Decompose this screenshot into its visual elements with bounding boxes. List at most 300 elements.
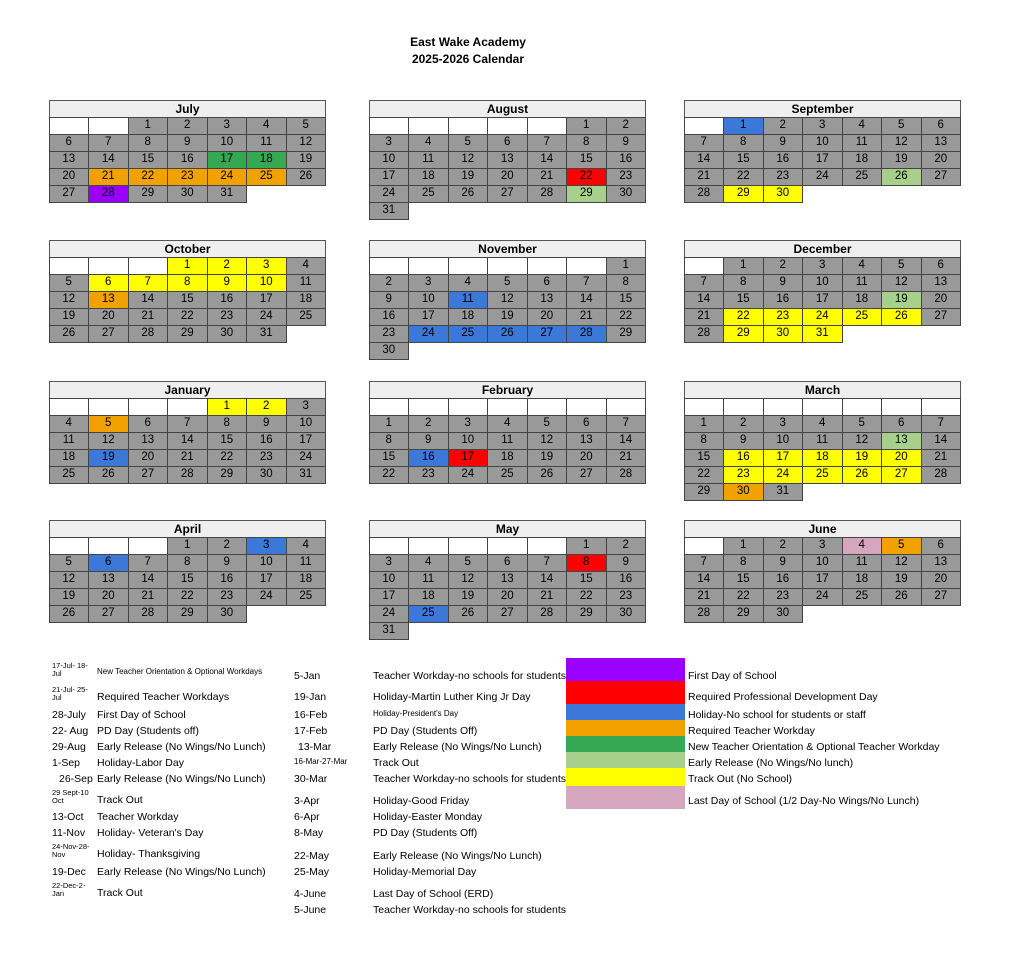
day-cell[interactable]: 14	[128, 571, 169, 589]
day-cell[interactable]: 9	[207, 274, 248, 292]
day-cell[interactable]: 14	[921, 432, 962, 450]
day-cell[interactable]: 2	[763, 257, 804, 275]
day-cell[interactable]: 16	[723, 449, 764, 467]
day-cell[interactable]: 17	[369, 168, 410, 186]
day-cell[interactable]: 7	[88, 134, 129, 152]
day-cell[interactable]: 15	[566, 571, 607, 589]
day-cell[interactable]: 15	[566, 151, 607, 169]
day-cell[interactable]: 10	[802, 134, 843, 152]
day-cell[interactable]: 27	[921, 588, 962, 606]
day-cell[interactable]: 15	[167, 571, 208, 589]
day-cell[interactable]: 13	[881, 432, 922, 450]
day-cell[interactable]: 17	[286, 432, 327, 450]
day-cell[interactable]: 23	[207, 308, 248, 326]
day-cell[interactable]: 5	[487, 274, 528, 292]
day-cell[interactable]: 19	[881, 571, 922, 589]
day-cell[interactable]: 3	[207, 117, 248, 135]
day-cell[interactable]: 24	[408, 325, 449, 343]
day-cell[interactable]: 26	[49, 325, 90, 343]
day-cell[interactable]: 20	[49, 168, 90, 186]
day-cell[interactable]: 11	[802, 432, 843, 450]
day-cell[interactable]: 17	[802, 571, 843, 589]
day-cell[interactable]: 20	[487, 588, 528, 606]
day-cell[interactable]: 29	[207, 466, 248, 484]
day-cell[interactable]: 28	[606, 466, 647, 484]
day-cell[interactable]: 23	[763, 168, 804, 186]
day-cell[interactable]: 8	[684, 432, 725, 450]
day-cell[interactable]: 29	[606, 325, 647, 343]
day-cell[interactable]: 9	[408, 432, 449, 450]
day-cell[interactable]: 21	[684, 168, 725, 186]
day-cell[interactable]: 11	[842, 134, 883, 152]
day-cell[interactable]: 22	[723, 308, 764, 326]
day-cell[interactable]: 30	[207, 605, 248, 623]
day-cell[interactable]: 17	[763, 449, 804, 467]
day-cell[interactable]: 26	[448, 185, 489, 203]
day-cell[interactable]: 28	[684, 185, 725, 203]
day-cell[interactable]: 11	[286, 554, 327, 572]
day-cell[interactable]: 6	[487, 134, 528, 152]
day-cell[interactable]: 14	[88, 151, 129, 169]
day-cell[interactable]: 11	[487, 432, 528, 450]
day-cell[interactable]: 24	[802, 588, 843, 606]
day-cell[interactable]: 14	[527, 571, 568, 589]
day-cell[interactable]: 13	[49, 151, 90, 169]
day-cell[interactable]: 13	[921, 274, 962, 292]
day-cell[interactable]: 20	[921, 571, 962, 589]
day-cell[interactable]: 26	[842, 466, 883, 484]
day-cell[interactable]: 4	[842, 117, 883, 135]
day-cell[interactable]: 21	[167, 449, 208, 467]
day-cell[interactable]: 20	[921, 291, 962, 309]
day-cell[interactable]: 5	[448, 134, 489, 152]
day-cell[interactable]: 16	[606, 151, 647, 169]
day-cell[interactable]: 25	[286, 308, 327, 326]
day-cell[interactable]: 16	[246, 432, 287, 450]
day-cell[interactable]: 8	[167, 274, 208, 292]
day-cell[interactable]: 8	[207, 415, 248, 433]
day-cell[interactable]: 31	[802, 325, 843, 343]
day-cell[interactable]: 31	[246, 325, 287, 343]
day-cell[interactable]: 25	[49, 466, 90, 484]
day-cell[interactable]: 23	[606, 168, 647, 186]
day-cell[interactable]: 21	[684, 308, 725, 326]
day-cell[interactable]: 4	[448, 274, 489, 292]
day-cell[interactable]: 8	[167, 554, 208, 572]
day-cell[interactable]: 17	[246, 291, 287, 309]
day-cell[interactable]: 18	[487, 449, 528, 467]
day-cell[interactable]: 3	[408, 274, 449, 292]
day-cell[interactable]: 5	[49, 274, 90, 292]
day-cell[interactable]: 2	[723, 415, 764, 433]
day-cell[interactable]: 28	[527, 185, 568, 203]
day-cell[interactable]: 3	[246, 257, 287, 275]
day-cell[interactable]: 7	[684, 554, 725, 572]
day-cell[interactable]: 1	[369, 415, 410, 433]
day-cell[interactable]: 5	[881, 257, 922, 275]
day-cell[interactable]: 2	[207, 257, 248, 275]
day-cell[interactable]: 20	[527, 308, 568, 326]
day-cell[interactable]: 14	[566, 291, 607, 309]
day-cell[interactable]: 20	[487, 168, 528, 186]
day-cell[interactable]: 21	[527, 168, 568, 186]
day-cell[interactable]: 18	[842, 571, 883, 589]
day-cell[interactable]: 24	[207, 168, 248, 186]
day-cell[interactable]: 19	[49, 308, 90, 326]
day-cell[interactable]: 8	[566, 554, 607, 572]
day-cell[interactable]: 17	[802, 291, 843, 309]
day-cell[interactable]: 7	[684, 134, 725, 152]
day-cell[interactable]: 26	[448, 605, 489, 623]
day-cell[interactable]: 24	[286, 449, 327, 467]
day-cell[interactable]: 28	[527, 605, 568, 623]
day-cell[interactable]: 25	[842, 168, 883, 186]
day-cell[interactable]: 22	[606, 308, 647, 326]
day-cell[interactable]: 16	[167, 151, 208, 169]
day-cell[interactable]: 12	[448, 151, 489, 169]
day-cell[interactable]: 6	[921, 257, 962, 275]
day-cell[interactable]: 14	[167, 432, 208, 450]
day-cell[interactable]: 27	[487, 185, 528, 203]
day-cell[interactable]: 8	[606, 274, 647, 292]
day-cell[interactable]: 27	[881, 466, 922, 484]
day-cell[interactable]: 8	[723, 554, 764, 572]
day-cell[interactable]: 2	[207, 537, 248, 555]
day-cell[interactable]: 13	[527, 291, 568, 309]
day-cell[interactable]: 19	[448, 588, 489, 606]
day-cell[interactable]: 18	[49, 449, 90, 467]
day-cell[interactable]: 7	[606, 415, 647, 433]
day-cell[interactable]: 27	[921, 308, 962, 326]
day-cell[interactable]: 22	[207, 449, 248, 467]
day-cell[interactable]: 30	[167, 185, 208, 203]
day-cell[interactable]: 30	[207, 325, 248, 343]
day-cell[interactable]: 5	[842, 415, 883, 433]
day-cell[interactable]: 6	[49, 134, 90, 152]
day-cell[interactable]: 7	[128, 274, 169, 292]
day-cell[interactable]: 25	[246, 168, 287, 186]
day-cell[interactable]: 8	[723, 134, 764, 152]
day-cell[interactable]: 25	[842, 588, 883, 606]
day-cell[interactable]: 15	[684, 449, 725, 467]
day-cell[interactable]: 2	[408, 415, 449, 433]
day-cell[interactable]: 10	[246, 554, 287, 572]
day-cell[interactable]: 5	[88, 415, 129, 433]
day-cell[interactable]: 7	[527, 134, 568, 152]
day-cell[interactable]: 13	[88, 291, 129, 309]
day-cell[interactable]: 24	[802, 308, 843, 326]
day-cell[interactable]: 7	[921, 415, 962, 433]
day-cell[interactable]: 18	[246, 151, 287, 169]
day-cell[interactable]: 9	[606, 554, 647, 572]
day-cell[interactable]: 29	[723, 185, 764, 203]
day-cell[interactable]: 11	[842, 554, 883, 572]
day-cell[interactable]: 21	[921, 449, 962, 467]
day-cell[interactable]: 30	[606, 185, 647, 203]
day-cell[interactable]: 28	[128, 605, 169, 623]
day-cell[interactable]: 1	[684, 415, 725, 433]
day-cell[interactable]: 21	[88, 168, 129, 186]
day-cell[interactable]: 29	[566, 605, 607, 623]
day-cell[interactable]: 12	[286, 134, 327, 152]
day-cell[interactable]: 12	[49, 571, 90, 589]
day-cell[interactable]: 29	[566, 185, 607, 203]
day-cell[interactable]: 10	[207, 134, 248, 152]
day-cell[interactable]: 21	[128, 588, 169, 606]
day-cell[interactable]: 1	[566, 537, 607, 555]
day-cell[interactable]: 23	[246, 449, 287, 467]
day-cell[interactable]: 1	[723, 257, 764, 275]
day-cell[interactable]: 21	[566, 308, 607, 326]
day-cell[interactable]: 26	[487, 325, 528, 343]
day-cell[interactable]: 7	[527, 554, 568, 572]
day-cell[interactable]: 4	[246, 117, 287, 135]
day-cell[interactable]: 27	[921, 168, 962, 186]
day-cell[interactable]: 26	[881, 168, 922, 186]
day-cell[interactable]: 14	[684, 151, 725, 169]
day-cell[interactable]: 10	[448, 432, 489, 450]
day-cell[interactable]: 22	[566, 588, 607, 606]
day-cell[interactable]: 20	[881, 449, 922, 467]
day-cell[interactable]: 10	[286, 415, 327, 433]
day-cell[interactable]: 25	[487, 466, 528, 484]
day-cell[interactable]: 6	[566, 415, 607, 433]
day-cell[interactable]: 9	[167, 134, 208, 152]
day-cell[interactable]: 2	[763, 537, 804, 555]
day-cell[interactable]: 23	[207, 588, 248, 606]
day-cell[interactable]: 31	[369, 202, 410, 220]
day-cell[interactable]: 12	[881, 274, 922, 292]
day-cell[interactable]: 1	[128, 117, 169, 135]
day-cell[interactable]: 15	[723, 291, 764, 309]
day-cell[interactable]: 19	[881, 291, 922, 309]
day-cell[interactable]: 16	[408, 449, 449, 467]
day-cell[interactable]: 4	[408, 134, 449, 152]
day-cell[interactable]: 13	[921, 554, 962, 572]
day-cell[interactable]: 30	[246, 466, 287, 484]
day-cell[interactable]: 27	[566, 466, 607, 484]
day-cell[interactable]: 18	[408, 588, 449, 606]
day-cell[interactable]: 25	[802, 466, 843, 484]
day-cell[interactable]: 15	[723, 151, 764, 169]
day-cell[interactable]: 21	[527, 588, 568, 606]
day-cell[interactable]: 24	[802, 168, 843, 186]
day-cell[interactable]: 1	[606, 257, 647, 275]
day-cell[interactable]: 30	[606, 605, 647, 623]
day-cell[interactable]: 16	[207, 571, 248, 589]
day-cell[interactable]: 5	[49, 554, 90, 572]
day-cell[interactable]: 1	[207, 398, 248, 416]
day-cell[interactable]: 22	[723, 588, 764, 606]
day-cell[interactable]: 26	[527, 466, 568, 484]
day-cell[interactable]: 2	[606, 117, 647, 135]
day-cell[interactable]: 5	[527, 415, 568, 433]
day-cell[interactable]: 14	[684, 571, 725, 589]
day-cell[interactable]: 15	[207, 432, 248, 450]
day-cell[interactable]: 12	[448, 571, 489, 589]
day-cell[interactable]: 9	[763, 134, 804, 152]
day-cell[interactable]: 29	[723, 605, 764, 623]
day-cell[interactable]: 2	[246, 398, 287, 416]
day-cell[interactable]: 22	[167, 308, 208, 326]
day-cell[interactable]: 6	[921, 537, 962, 555]
day-cell[interactable]: 3	[369, 134, 410, 152]
day-cell[interactable]: 25	[408, 605, 449, 623]
day-cell[interactable]: 8	[566, 134, 607, 152]
day-cell[interactable]: 20	[88, 308, 129, 326]
day-cell[interactable]: 4	[408, 554, 449, 572]
day-cell[interactable]: 23	[369, 325, 410, 343]
day-cell[interactable]: 29	[723, 325, 764, 343]
day-cell[interactable]: 13	[487, 151, 528, 169]
day-cell[interactable]: 1	[167, 537, 208, 555]
day-cell[interactable]: 18	[842, 151, 883, 169]
day-cell[interactable]: 2	[606, 537, 647, 555]
day-cell[interactable]: 22	[723, 168, 764, 186]
day-cell[interactable]: 28	[128, 325, 169, 343]
day-cell[interactable]: 31	[286, 466, 327, 484]
day-cell[interactable]: 7	[128, 554, 169, 572]
day-cell[interactable]: 22	[128, 168, 169, 186]
day-cell[interactable]: 10	[369, 151, 410, 169]
day-cell[interactable]: 22	[684, 466, 725, 484]
day-cell[interactable]: 6	[487, 554, 528, 572]
day-cell[interactable]: 19	[286, 151, 327, 169]
day-cell[interactable]: 21	[606, 449, 647, 467]
day-cell[interactable]: 11	[246, 134, 287, 152]
day-cell[interactable]: 12	[842, 432, 883, 450]
day-cell[interactable]: 15	[128, 151, 169, 169]
day-cell[interactable]: 10	[408, 291, 449, 309]
day-cell[interactable]: 19	[448, 168, 489, 186]
day-cell[interactable]: 3	[802, 117, 843, 135]
day-cell[interactable]: 4	[487, 415, 528, 433]
day-cell[interactable]: 23	[408, 466, 449, 484]
day-cell[interactable]: 8	[369, 432, 410, 450]
day-cell[interactable]: 5	[448, 554, 489, 572]
day-cell[interactable]: 11	[842, 274, 883, 292]
day-cell[interactable]: 18	[286, 571, 327, 589]
day-cell[interactable]: 2	[763, 117, 804, 135]
day-cell[interactable]: 31	[369, 622, 410, 640]
day-cell[interactable]: 31	[763, 483, 804, 501]
day-cell[interactable]: 3	[246, 537, 287, 555]
day-cell[interactable]: 14	[128, 291, 169, 309]
day-cell[interactable]: 30	[763, 605, 804, 623]
day-cell[interactable]: 27	[88, 325, 129, 343]
day-cell[interactable]: 13	[128, 432, 169, 450]
day-cell[interactable]: 26	[881, 308, 922, 326]
day-cell[interactable]: 4	[286, 537, 327, 555]
day-cell[interactable]: 23	[606, 588, 647, 606]
day-cell[interactable]: 6	[881, 415, 922, 433]
day-cell[interactable]: 24	[763, 466, 804, 484]
day-cell[interactable]: 3	[802, 257, 843, 275]
day-cell[interactable]: 30	[763, 185, 804, 203]
day-cell[interactable]: 24	[246, 308, 287, 326]
day-cell[interactable]: 7	[167, 415, 208, 433]
day-cell[interactable]: 21	[684, 588, 725, 606]
day-cell[interactable]: 17	[246, 571, 287, 589]
day-cell[interactable]: 9	[723, 432, 764, 450]
day-cell[interactable]: 2	[167, 117, 208, 135]
day-cell[interactable]: 1	[566, 117, 607, 135]
day-cell[interactable]: 9	[763, 554, 804, 572]
day-cell[interactable]: 16	[207, 291, 248, 309]
day-cell[interactable]: 24	[448, 466, 489, 484]
day-cell[interactable]: 13	[88, 571, 129, 589]
day-cell[interactable]: 12	[527, 432, 568, 450]
day-cell[interactable]: 9	[246, 415, 287, 433]
day-cell[interactable]: 26	[88, 466, 129, 484]
day-cell[interactable]: 17	[207, 151, 248, 169]
day-cell[interactable]: 24	[369, 605, 410, 623]
day-cell[interactable]: 19	[842, 449, 883, 467]
day-cell[interactable]: 10	[246, 274, 287, 292]
day-cell[interactable]: 29	[128, 185, 169, 203]
day-cell[interactable]: 8	[723, 274, 764, 292]
day-cell[interactable]: 15	[723, 571, 764, 589]
day-cell[interactable]: 1	[167, 257, 208, 275]
day-cell[interactable]: 9	[207, 554, 248, 572]
day-cell[interactable]: 2	[369, 274, 410, 292]
day-cell[interactable]: 4	[802, 415, 843, 433]
day-cell[interactable]: 18	[842, 291, 883, 309]
day-cell[interactable]: 16	[763, 291, 804, 309]
day-cell[interactable]: 29	[167, 605, 208, 623]
day-cell[interactable]: 30	[723, 483, 764, 501]
day-cell[interactable]: 6	[88, 274, 129, 292]
day-cell[interactable]: 7	[566, 274, 607, 292]
day-cell[interactable]: 11	[286, 274, 327, 292]
day-cell[interactable]: 20	[88, 588, 129, 606]
day-cell[interactable]: 19	[88, 449, 129, 467]
day-cell[interactable]: 27	[527, 325, 568, 343]
day-cell[interactable]: 25	[842, 308, 883, 326]
day-cell[interactable]: 16	[369, 308, 410, 326]
day-cell[interactable]: 20	[566, 449, 607, 467]
day-cell[interactable]: 3	[448, 415, 489, 433]
day-cell[interactable]: 22	[369, 466, 410, 484]
day-cell[interactable]: 28	[88, 185, 129, 203]
day-cell[interactable]: 10	[802, 554, 843, 572]
day-cell[interactable]: 12	[88, 432, 129, 450]
day-cell[interactable]: 10	[369, 571, 410, 589]
day-cell[interactable]: 27	[88, 605, 129, 623]
day-cell[interactable]: 11	[408, 571, 449, 589]
day-cell[interactable]: 23	[167, 168, 208, 186]
day-cell[interactable]: 12	[49, 291, 90, 309]
day-cell[interactable]: 28	[684, 605, 725, 623]
day-cell[interactable]: 23	[763, 588, 804, 606]
day-cell[interactable]: 21	[128, 308, 169, 326]
day-cell[interactable]: 16	[606, 571, 647, 589]
day-cell[interactable]: 28	[566, 325, 607, 343]
day-cell[interactable]: 24	[369, 185, 410, 203]
day-cell[interactable]: 4	[49, 415, 90, 433]
day-cell[interactable]: 4	[842, 537, 883, 555]
day-cell[interactable]: 14	[527, 151, 568, 169]
day-cell[interactable]: 15	[606, 291, 647, 309]
day-cell[interactable]: 3	[802, 537, 843, 555]
day-cell[interactable]: 5	[881, 537, 922, 555]
day-cell[interactable]: 18	[448, 308, 489, 326]
day-cell[interactable]: 5	[286, 117, 327, 135]
day-cell[interactable]: 25	[286, 588, 327, 606]
day-cell[interactable]: 25	[448, 325, 489, 343]
day-cell[interactable]: 12	[881, 554, 922, 572]
day-cell[interactable]: 15	[369, 449, 410, 467]
